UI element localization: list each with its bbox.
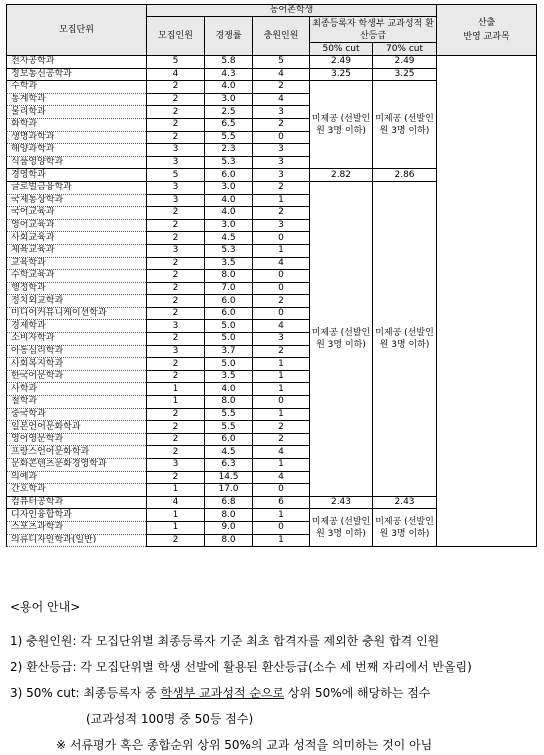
unit-name-cell: 사회복지학과 xyxy=(7,358,147,371)
quota-cell: 2 xyxy=(147,358,205,371)
quota-cell: 2 xyxy=(147,232,205,245)
quota-cell: 3 xyxy=(147,194,205,207)
cut70-cell: 2.86 xyxy=(373,169,437,182)
note-additional: 1) 충원인원: 각 모집단위별 최종등록자 기준 최초 합격자를 제외한 충원 합격 인원 xyxy=(10,634,440,648)
header-competition: 경쟁률 xyxy=(205,17,253,56)
competition-cell: 5.5 xyxy=(205,131,253,144)
competition-cell: 4.3 xyxy=(205,68,253,81)
cut50-cell: 3.25 xyxy=(310,68,373,81)
competition-cell: 8.0 xyxy=(205,396,253,409)
additional-cell: 1 xyxy=(253,370,310,383)
additional-cell: 2 xyxy=(253,207,310,220)
unit-name-cell: 프랑스언어문화학과 xyxy=(7,446,147,459)
competition-cell: 8.0 xyxy=(205,509,253,522)
competition-cell: 6.0 xyxy=(205,295,253,308)
note-cut50-example: (교과성적 100명 중 50등 점수) xyxy=(86,712,254,726)
quota-cell: 2 xyxy=(147,93,205,106)
cut70-cell: 2.43 xyxy=(373,496,437,509)
quota-cell: 3 xyxy=(147,459,205,472)
competition-cell: 5.3 xyxy=(205,156,253,169)
additional-cell: 0 xyxy=(253,282,310,295)
unit-name-cell: 미디어커뮤니케이션학과 xyxy=(7,307,147,320)
header-group: 농어촌학생 xyxy=(147,5,437,17)
header-quota: 모집인원 xyxy=(147,17,205,56)
quota-cell: 4 xyxy=(147,496,205,509)
additional-cell: 0 xyxy=(253,484,310,497)
quota-cell: 2 xyxy=(147,81,205,94)
unit-name-cell: 소비자학과 xyxy=(7,333,147,346)
additional-cell: 3 xyxy=(253,219,310,232)
quota-cell: 3 xyxy=(147,156,205,169)
header-additional: 충원인원 xyxy=(253,17,310,56)
quota-cell: 2 xyxy=(147,219,205,232)
quota-cell: 2 xyxy=(147,106,205,119)
additional-cell: 3 xyxy=(253,333,310,346)
additional-cell: 1 xyxy=(253,459,310,472)
unit-name-cell: 체육교육과 xyxy=(7,244,147,257)
unit-name-cell: 사회교육과 xyxy=(7,232,147,245)
additional-cell: 1 xyxy=(253,358,310,371)
additional-cell: 2 xyxy=(253,345,310,358)
quota-cell: 2 xyxy=(147,207,205,220)
competition-cell: 5.5 xyxy=(205,421,253,434)
unit-name-cell: 국제통상학과 xyxy=(7,194,147,207)
additional-cell: 5 xyxy=(253,56,310,69)
competition-cell: 4.0 xyxy=(205,81,253,94)
additional-cell: 4 xyxy=(253,68,310,81)
notes-heading: <용어 안내> xyxy=(10,600,81,614)
additional-cell: 0 xyxy=(253,232,310,245)
quota-cell: 2 xyxy=(147,370,205,383)
unit-name-cell: 문화콘텐츠문화경영학과 xyxy=(7,459,147,472)
competition-cell: 4.5 xyxy=(205,232,253,245)
unit-name-cell: 전자공학과 xyxy=(7,56,147,69)
additional-cell: 2 xyxy=(253,81,310,94)
additional-cell: 1 xyxy=(253,534,310,547)
unit-name-cell: 정보통신공학과 xyxy=(7,68,147,81)
competition-cell: 2.3 xyxy=(205,144,253,157)
quota-cell: 5 xyxy=(147,169,205,182)
unit-name-cell: 철학과 xyxy=(7,396,147,409)
note-grade: 2) 환산등급: 각 모집단위별 학생 선발에 활용된 환산등급(소수 세 번째 자리에서 반올림) xyxy=(10,660,472,674)
quota-cell: 3 xyxy=(147,345,205,358)
additional-cell: 3 xyxy=(253,144,310,157)
competition-cell: 6.0 xyxy=(205,169,253,182)
additional-cell: 2 xyxy=(253,433,310,446)
additional-cell: 4 xyxy=(253,471,310,484)
competition-cell: 6.5 xyxy=(205,118,253,131)
additional-cell: 1 xyxy=(253,408,310,421)
additional-cell: 1 xyxy=(253,194,310,207)
quota-cell: 2 xyxy=(147,433,205,446)
additional-cell: 0 xyxy=(253,270,310,283)
unit-name-cell: 해양과학과 xyxy=(7,144,147,157)
cut50-unavailable-cell: 미제공 (선발인원 3명 이하) xyxy=(310,509,373,547)
competition-cell: 5.0 xyxy=(205,333,253,346)
header-note-title: 산출 xyxy=(477,18,496,28)
quota-cell: 3 xyxy=(147,244,205,257)
competition-cell: 4.5 xyxy=(205,446,253,459)
additional-cell: 3 xyxy=(253,169,310,182)
quota-cell: 4 xyxy=(147,68,205,81)
unit-name-cell: 중국학과 xyxy=(7,408,147,421)
competition-cell: 2.5 xyxy=(205,106,253,119)
quota-cell: 1 xyxy=(147,383,205,396)
unit-name-cell: 행정학과 xyxy=(7,282,147,295)
additional-cell: 4 xyxy=(253,93,310,106)
unit-name-cell: 한국어문학과 xyxy=(7,370,147,383)
unit-name-cell: 화학과 xyxy=(7,118,147,131)
competition-cell: 4.0 xyxy=(205,194,253,207)
competition-cell: 5.5 xyxy=(205,408,253,421)
cut70-cell: 2.49 xyxy=(373,56,437,69)
quota-cell: 2 xyxy=(147,270,205,283)
quota-cell: 2 xyxy=(147,131,205,144)
unit-name-cell: 교육학과 xyxy=(7,257,147,270)
quota-cell: 2 xyxy=(147,295,205,308)
unit-name-cell: 글로벌금융학과 xyxy=(7,181,147,194)
unit-name-cell: 정치외교학과 xyxy=(7,295,147,308)
additional-cell: 3 xyxy=(253,106,310,119)
additional-cell: 3 xyxy=(253,156,310,169)
quota-cell: 2 xyxy=(147,446,205,459)
unit-name-cell: 의류디자인학과(일반) xyxy=(7,534,147,547)
unit-name-cell: 사학과 xyxy=(7,383,147,396)
cut50-cell: 2.82 xyxy=(310,169,373,182)
note-disclaimer: ※ 서류평가 혹은 종합순위 상위 50%의 교과 성적을 의미하는 것이 아님 xyxy=(56,738,433,752)
additional-cell: 2 xyxy=(253,421,310,434)
quota-cell: 2 xyxy=(147,282,205,295)
additional-cell: 2 xyxy=(253,181,310,194)
unit-name-cell: 영어영문학과 xyxy=(7,433,147,446)
additional-cell: 1 xyxy=(253,244,310,257)
unit-name-cell: 물리학과 xyxy=(7,106,147,119)
competition-cell: 6.8 xyxy=(205,496,253,509)
table-body xyxy=(7,56,537,547)
additional-cell: 0 xyxy=(253,521,310,534)
quota-cell: 3 xyxy=(147,320,205,333)
additional-cell: 2 xyxy=(253,295,310,308)
quota-cell: 1 xyxy=(147,521,205,534)
competition-cell: 6.0 xyxy=(205,433,253,446)
unit-name-cell: 의예과 xyxy=(7,471,147,484)
unit-name-cell: 영어교육과 xyxy=(7,219,147,232)
cut70-cell: 3.25 xyxy=(373,68,437,81)
additional-cell: 1 xyxy=(253,383,310,396)
competition-cell: 14.5 xyxy=(205,471,253,484)
competition-cell: 8.0 xyxy=(205,534,253,547)
competition-cell: 7.0 xyxy=(205,282,253,295)
cut70-unavailable-cell: 미제공 (선발인원 3명 이하) xyxy=(373,81,437,169)
quota-cell: 2 xyxy=(147,471,205,484)
unit-name-cell: 경제학과 xyxy=(7,320,147,333)
competition-cell: 3.5 xyxy=(205,257,253,270)
additional-cell: 1 xyxy=(253,509,310,522)
cut70-unavailable-cell: 미제공 (선발인원 3명 이하) xyxy=(373,509,437,547)
competition-cell: 3.0 xyxy=(205,181,253,194)
header-note xyxy=(437,5,537,56)
competition-cell: 3.7 xyxy=(205,345,253,358)
quota-cell: 3 xyxy=(147,181,205,194)
competition-cell: 3.5 xyxy=(205,370,253,383)
quota-cell: 1 xyxy=(147,509,205,522)
competition-cell: 4.0 xyxy=(205,207,253,220)
additional-cell: 0 xyxy=(253,131,310,144)
cut50-unavailable-cell: 미제공 (선발인원 3명 이하) xyxy=(310,81,373,169)
quota-cell: 2 xyxy=(147,408,205,421)
additional-cell: 4 xyxy=(253,320,310,333)
note-cut50-post: 상위 50%에 해당하는 점수 xyxy=(284,686,431,700)
unit-name-cell: 디자인융합학과 xyxy=(7,509,147,522)
note-cut50 xyxy=(10,684,430,701)
table-row xyxy=(7,56,537,69)
header-unit: 모집단위 xyxy=(7,5,147,56)
unit-name-cell: 아동심리학과 xyxy=(7,345,147,358)
competition-cell: 3.0 xyxy=(205,219,253,232)
cut50-cell: 2.49 xyxy=(310,56,373,69)
competition-cell: 8.0 xyxy=(205,270,253,283)
quota-cell: 1 xyxy=(147,484,205,497)
additional-cell: 4 xyxy=(253,446,310,459)
note-cut50-underlined: 학생부 교과성적 순으로 xyxy=(160,686,285,700)
unit-name-cell: 수학과 xyxy=(7,81,147,94)
table-header xyxy=(7,5,537,56)
unit-name-cell: 식품영양학과 xyxy=(7,156,147,169)
quota-cell: 5 xyxy=(147,56,205,69)
unit-name-cell: 경영학과 xyxy=(7,169,147,182)
unit-name-cell: 수학교육과 xyxy=(7,270,147,283)
quota-cell: 2 xyxy=(147,257,205,270)
unit-name-cell: 일본언어문화학과 xyxy=(7,421,147,434)
competition-cell: 3.0 xyxy=(205,93,253,106)
cut50-cell: 2.43 xyxy=(310,496,373,509)
header-note-sub: 반영 교과목 xyxy=(463,32,510,42)
unit-name-cell: 생명과학과 xyxy=(7,131,147,144)
admission-table-container xyxy=(6,4,536,547)
competition-cell: 5.0 xyxy=(205,358,253,371)
additional-cell: 0 xyxy=(253,307,310,320)
header-cut50: 50% cut xyxy=(310,43,373,56)
cut70-unavailable-cell: 미제공 (선발인원 3명 이하) xyxy=(373,181,437,496)
unit-name-cell: 스포츠과학과 xyxy=(7,521,147,534)
reflected-subjects-cell xyxy=(437,56,537,547)
additional-cell: 4 xyxy=(253,257,310,270)
cut50-unavailable-cell: 미제공 (선발인원 3명 이하) xyxy=(310,181,373,496)
header-cut70: 70% cut xyxy=(373,43,437,56)
header-grade-group: 최종등록자 학생부 교과성적 환산등급 xyxy=(310,17,437,43)
quota-cell: 1 xyxy=(147,396,205,409)
additional-cell: 0 xyxy=(253,396,310,409)
additional-cell: 6 xyxy=(253,496,310,509)
admission-results-table xyxy=(6,4,537,547)
competition-cell: 6.3 xyxy=(205,459,253,472)
quota-cell: 2 xyxy=(147,333,205,346)
unit-name-cell: 간호학과 xyxy=(7,484,147,497)
quota-cell: 2 xyxy=(147,534,205,547)
quota-cell: 2 xyxy=(147,421,205,434)
competition-cell: 6.0 xyxy=(205,307,253,320)
quota-cell: 2 xyxy=(147,118,205,131)
competition-cell: 4.0 xyxy=(205,383,253,396)
unit-name-cell: 국어교육과 xyxy=(7,207,147,220)
competition-cell: 5.3 xyxy=(205,244,253,257)
note-cut50-pre: 3) 50% cut: 최종등록자 중 xyxy=(10,686,161,700)
unit-name-cell: 컴퓨터공학과 xyxy=(7,496,147,509)
quota-cell: 2 xyxy=(147,307,205,320)
competition-cell: 5.0 xyxy=(205,320,253,333)
competition-cell: 9.0 xyxy=(205,521,253,534)
competition-cell: 5.8 xyxy=(205,56,253,69)
additional-cell: 2 xyxy=(253,118,310,131)
unit-name-cell: 통계학과 xyxy=(7,93,147,106)
competition-cell: 17.0 xyxy=(205,484,253,497)
quota-cell: 3 xyxy=(147,144,205,157)
